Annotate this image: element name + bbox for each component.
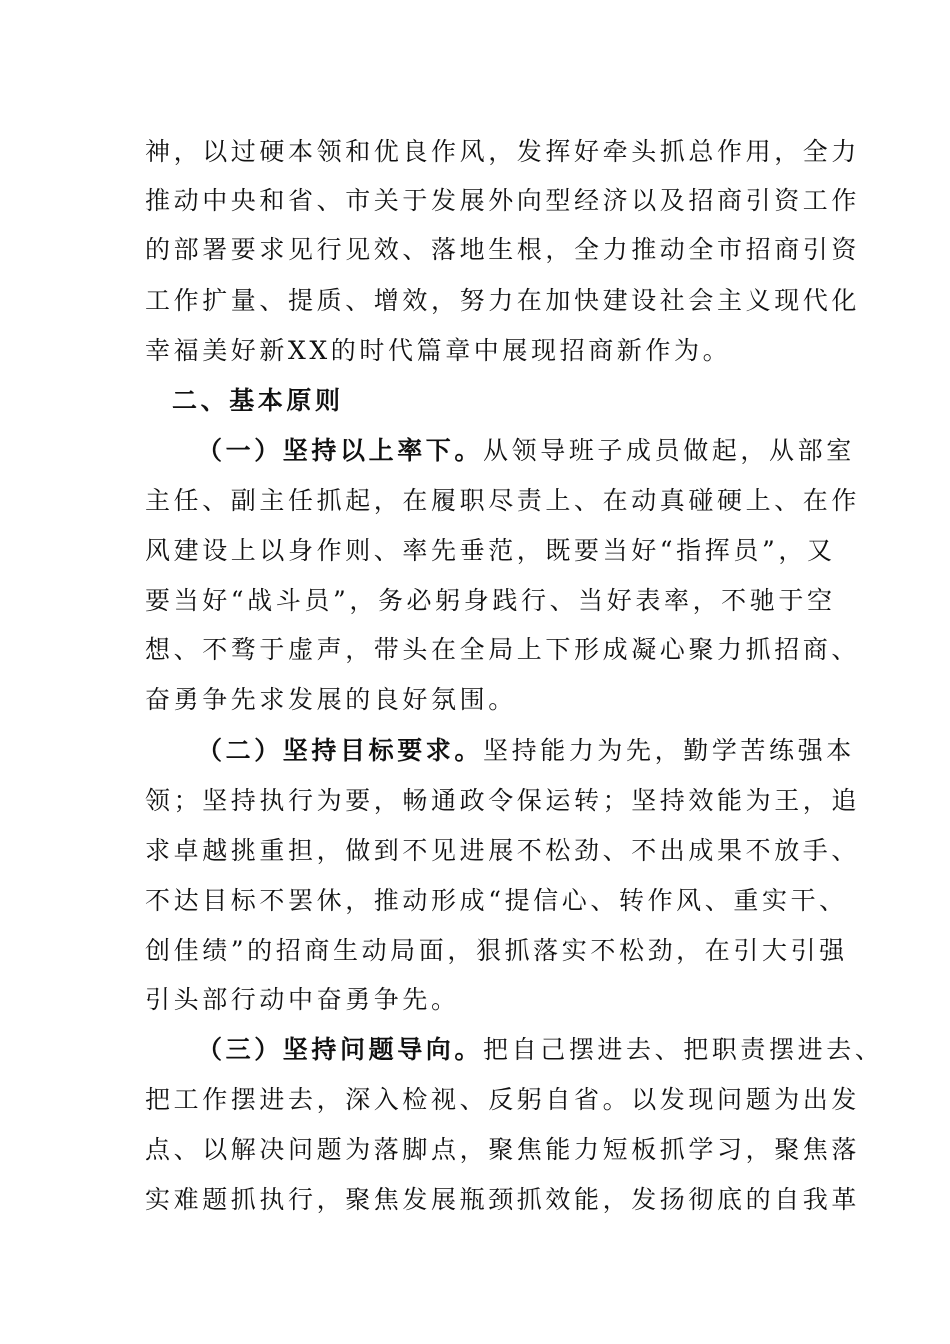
body-line: 引头部行动中奋勇争先。 <box>145 985 460 1014</box>
body-line: 幸福美好新XX的时代篇章中展现招商新作为。 <box>145 336 732 365</box>
section-heading: 二、基本原则 <box>172 386 344 415</box>
paragraph-first-line <box>197 1030 887 1070</box>
paragraph-title: （一）坚持以上率下。 <box>197 436 484 465</box>
body-line: 创佳绩”的招商生动局面，狠抓落实不松劲，在引大引强 <box>145 936 848 965</box>
body-line: 风建设上以身作则、率先垂范，既要当好“指挥员”，又 <box>145 536 836 565</box>
paragraph-title: （二）坚持目标要求。 <box>197 736 484 765</box>
paragraph-text: 把自己摆进去、把职责摆进去、 <box>483 1035 884 1064</box>
body-line: 推动中央和省、市关于发展外向型经济以及招商引资工作 <box>145 186 861 215</box>
paragraph-title: （三）坚持问题导向。 <box>197 1035 484 1064</box>
body-line: 神，以过硬本领和优良作风，发挥好牵头抓总作用，全力 <box>145 137 861 166</box>
body-line: 要当好“战斗员”，务必躬身践行、当好表率，不驰于空 <box>145 586 836 615</box>
body-line: 想、不骛于虚声，带头在全局上下形成凝心聚力抓招商、 <box>145 635 861 664</box>
body-line: 求卓越挑重担，做到不见进展不松劲、不出成果不放手、 <box>145 836 861 865</box>
paragraph-text: 坚持能力为先，勤学苦练强本 <box>483 736 855 765</box>
paragraph-first-line <box>197 431 887 471</box>
body-line: 点、以解决问题为落脚点，聚焦能力短板抓学习，聚焦落 <box>145 1135 861 1164</box>
paragraph-text: 从领导班子成员做起，从部室 <box>483 436 855 465</box>
body-line: 实难题抓执行，聚焦发展瓶颈抓效能，发扬彻底的自我革 <box>145 1185 861 1214</box>
body-line: 主任、副主任抓起，在履职尽责上、在动真碰硬上、在作 <box>145 486 861 515</box>
body-line: 领；坚持执行为要，畅通政令保运转；坚持效能为王，追 <box>145 786 861 815</box>
paragraph-first-line <box>197 731 887 771</box>
body-line: 不达目标不罢休，推动形成“提信心、转作风、重实干、 <box>145 886 848 915</box>
body-line: 的部署要求见行见效、落地生根，全力推动全市招商引资 <box>145 235 861 264</box>
body-line: 奋勇争先求发展的良好氛围。 <box>145 685 517 714</box>
body-line: 把工作摆进去，深入检视、反躬自省。以发现问题为出发 <box>145 1085 861 1114</box>
body-line: 工作扩量、提质、增效，努力在加快建设社会主义现代化 <box>145 286 861 315</box>
